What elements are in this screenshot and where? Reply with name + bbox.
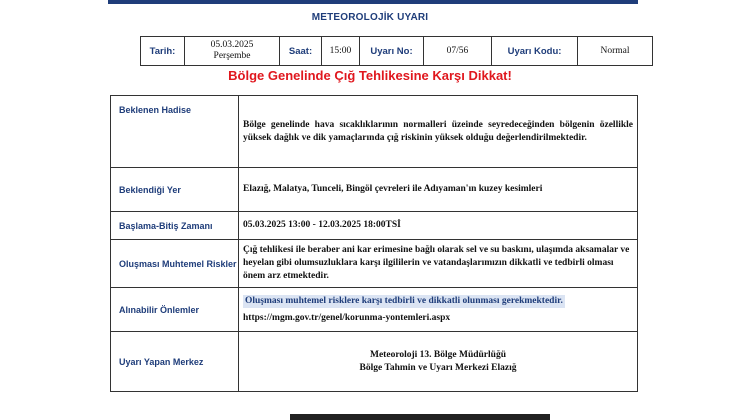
time-value: 15:00 [322,37,360,65]
time-range-text: 05.03.2025 13:00 - 12.03.2025 18:00TSİ [239,212,638,240]
bottom-decorative-bar [290,414,550,420]
expected-event-text: Bölge genelinde hava sıcaklıklarının normalleri üzeinde seyredeceğinden bölgenin özellikle yüksek dağlık ve dik yamaçlarında çığ riskinin yüksek olduğu değerlendirilmektedir. [239,96,638,168]
precautions-label: Alınabilir Önlemler [111,288,239,332]
warning-details-table [110,95,638,392]
row-expected-place [111,168,638,212]
possible-risks-label: Oluşması Muhtemel Riskler [111,240,239,288]
header-info-table [140,36,653,66]
precautions-text: Oluşması muhtemel risklere karşı tedbirli ve dikkatli olunması gerekmektedir. [245,295,563,306]
expected-place-label: Beklendiği Yer [111,168,239,212]
date-value-cell [185,37,280,65]
warning-no-label: Uyarı No: [360,37,424,65]
possible-risks-text: Çığ tehlikesi ile beraber ani kar erimesine bağlı olarak sel ve su baskını, ulaşımda aksamalar ve heyelan gibi olumsuzluklara karşı ilgililerin ve vatandaşlarımızın dikkatli ve tedbirli olması önem arz etmektedir. [239,240,638,288]
warning-headline: Bölge Genelinde Çığ Tehlikesine Karşı Dikkat! [228,68,512,83]
precautions-cell [239,288,638,332]
date-label: Tarih: [141,37,185,65]
top-decorative-bar [108,0,638,4]
issuing-center-cell [239,332,638,392]
time-range-label: Başlama-Bitiş Zamanı [111,212,239,240]
warning-no-value: 07/56 [424,37,492,65]
issuing-center-line1: Meteoroloji 13. Bölge Müdürlüğü [370,349,506,360]
precautions-link[interactable]: https://mgm.gov.tr/genel/korunma-yontemleri.aspx [243,312,451,323]
expected-place-text: Elazığ, Malatya, Tunceli, Bingöl çevreleri ile Adıyaman'ın kuzey kesimleri [239,168,638,212]
row-issuing-center [111,332,638,392]
row-time-range [111,212,638,240]
issuing-center-label: Uyarı Yapan Merkez [111,332,239,392]
warning-code-value: Normal [600,45,630,56]
row-possible-risks [111,240,638,288]
row-precautions [111,288,638,332]
warning-code-label: Uyarı Kodu: [492,37,578,65]
date-value: 05.03.2025 [210,40,254,50]
expected-event-label: Beklenen Hadise [111,96,239,168]
document-title: METEOROLOJİK UYARI [311,12,429,23]
row-expected-event [111,96,638,168]
issuing-center-line2: Bölge Tahmin ve Uyarı Merkezi Elazığ [359,362,517,373]
day-value: Perşembe [213,51,251,61]
time-label: Saat: [280,37,322,65]
